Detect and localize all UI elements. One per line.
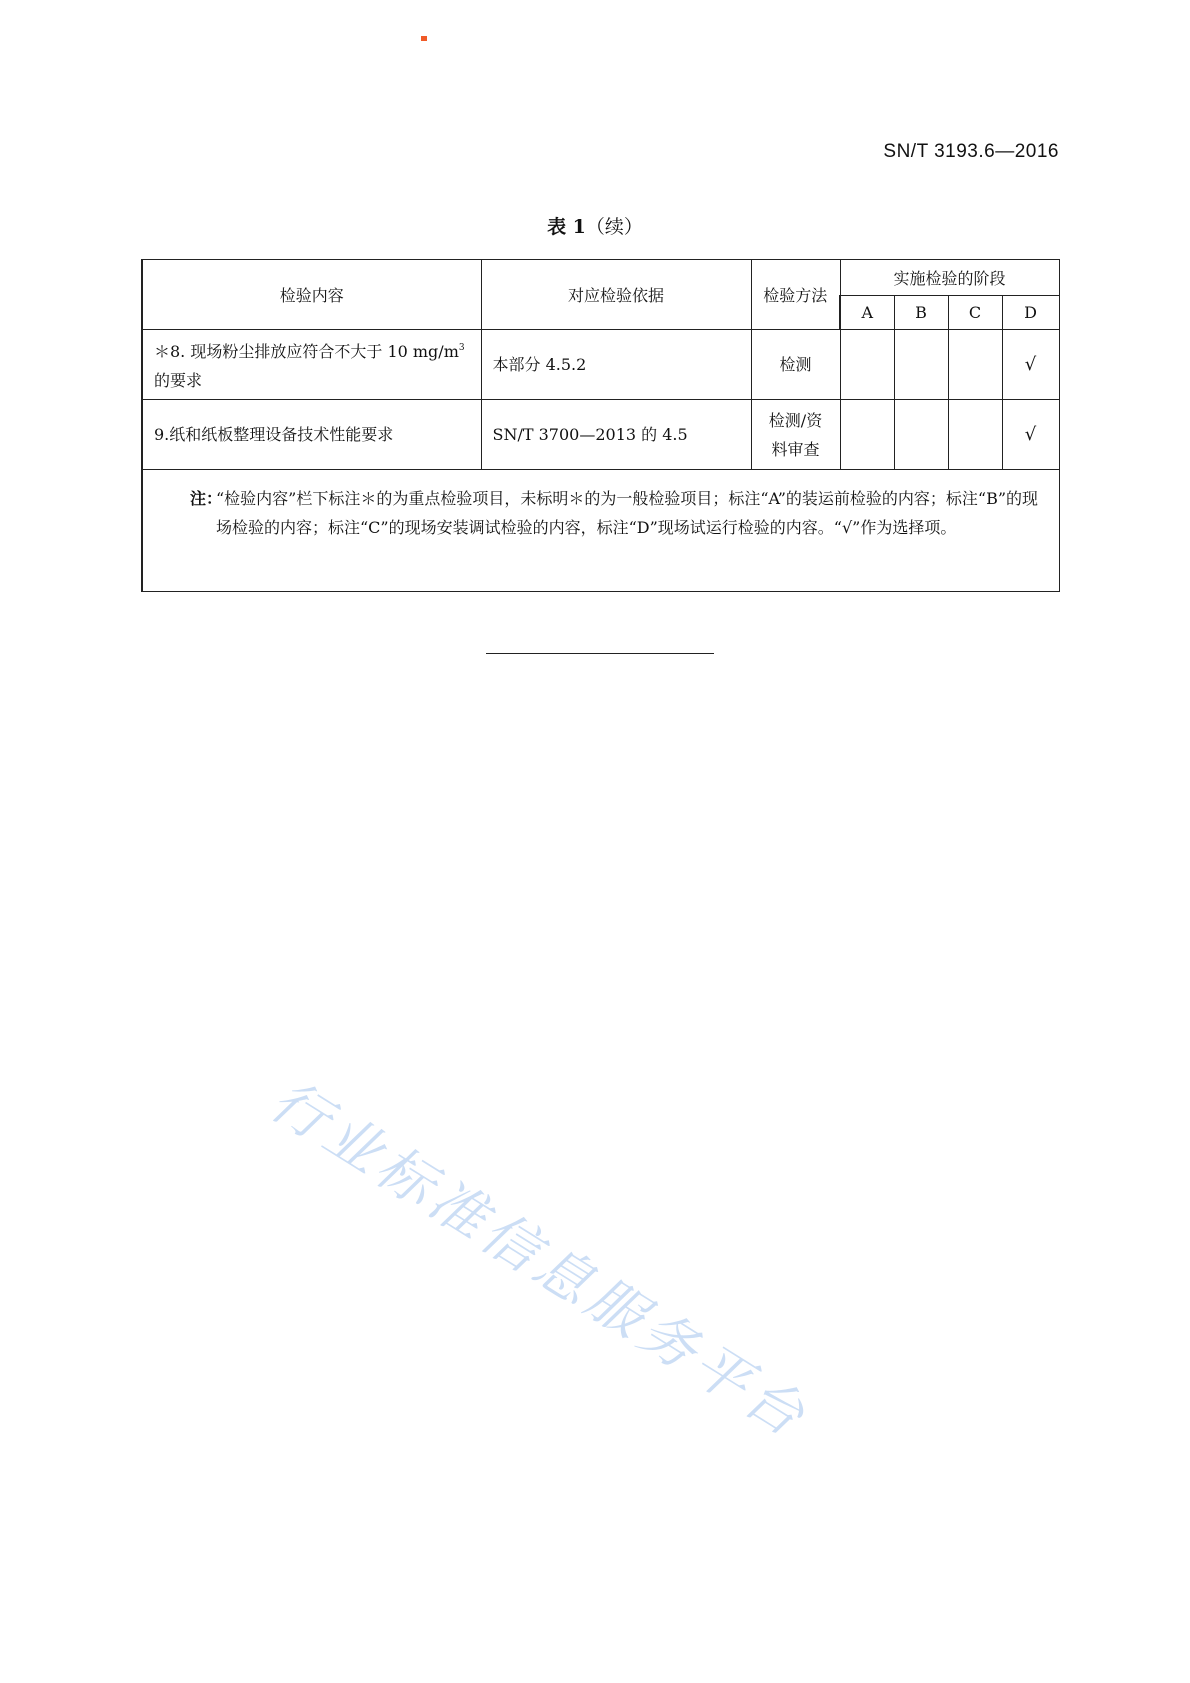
row-check-d: √ — [1002, 330, 1059, 400]
table-row — [142, 330, 1059, 400]
table-note — [142, 470, 1059, 592]
note-row — [142, 470, 1059, 592]
header-stage-b: B — [894, 296, 948, 330]
header-stage-c: C — [948, 296, 1002, 330]
orange-mark — [421, 36, 427, 41]
table-title — [0, 212, 1190, 239]
header-row — [142, 260, 1059, 296]
row-check-a — [840, 330, 894, 400]
row-basis: 本部分 4.5.2 — [481, 330, 751, 400]
row-method — [751, 400, 840, 470]
row-check-c — [948, 400, 1002, 470]
row-content-line2: 的要求 — [154, 371, 203, 390]
row-content: 9.纸和纸板整理设备技术性能要求 — [142, 400, 481, 470]
standard-code: SN/T 3193.6—2016 — [883, 141, 1059, 162]
row-check-b — [894, 400, 948, 470]
end-rule — [486, 653, 714, 654]
row-method-line1: 检测 — [779, 355, 812, 374]
table-row — [142, 400, 1059, 470]
row-basis: SN/T 3700—2013 的 4.5 — [481, 400, 751, 470]
watermark-text: 行业标准信息服务平台 — [259, 1068, 820, 1452]
table-title-label: 表 1 — [547, 216, 586, 238]
row-method-line2: 料审查 — [771, 439, 820, 459]
inspection-table — [141, 259, 1060, 592]
row-content-sup: 3 — [458, 343, 465, 353]
row-content-line1: ＊8. 现场粉尘排放应符合不大于 10 mg/m — [154, 342, 459, 361]
header-content: 检验内容 — [142, 260, 481, 330]
row-method-line1: 检测/资 — [768, 410, 823, 430]
header-stage: 实施检验的阶段 — [840, 260, 1059, 296]
row-check-d: √ — [1002, 400, 1059, 470]
header-basis: 对应检验依据 — [481, 260, 751, 330]
header-stage-a: A — [840, 296, 894, 330]
note-text: “检验内容”栏下标注＊的为重点检验项目，未标明＊的为一般检验项目；标注“A”的装运前检验的内容；标注“B”的现场检验的内容；标注“C”的现场安装调试检验的内容，标注“D”现场试运行检验的内容。“√”作为选择项。 — [216, 489, 1039, 537]
header-stage-d: D — [1002, 296, 1059, 330]
table-title-suffix: （续） — [585, 216, 643, 238]
row-method — [751, 330, 840, 400]
row-check-c — [948, 330, 1002, 400]
note-label: 注： — [190, 489, 223, 508]
row-check-b — [894, 330, 948, 400]
row-content — [142, 330, 481, 400]
header-method: 检验方法 — [751, 260, 840, 330]
row-check-a — [840, 400, 894, 470]
